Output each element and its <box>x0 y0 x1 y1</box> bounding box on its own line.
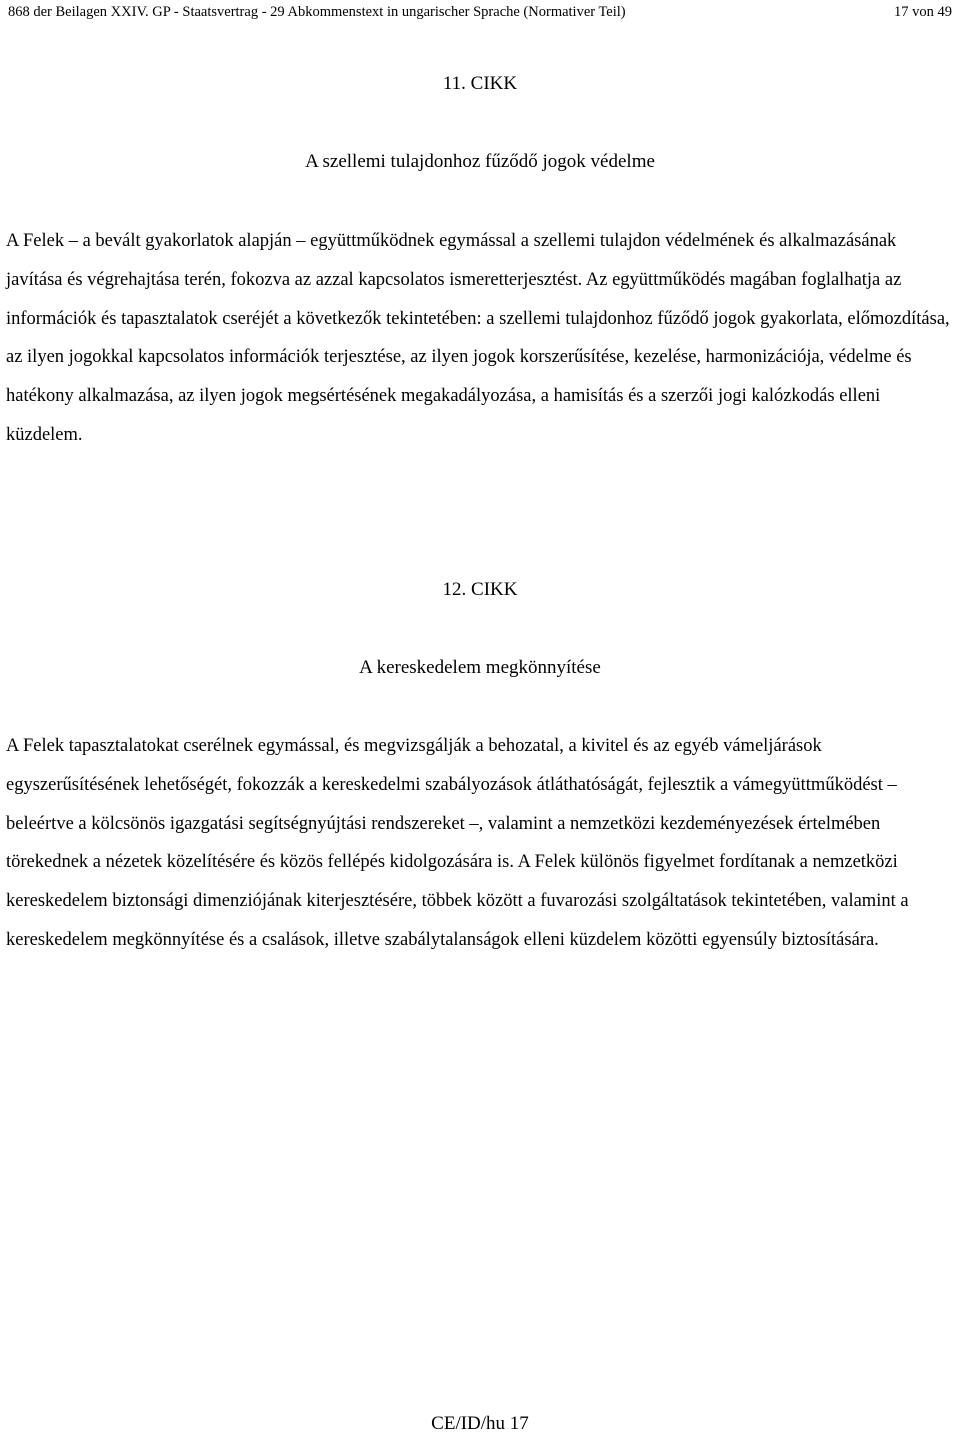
page-header <box>8 0 952 24</box>
header-page-indicator: 17 von 49 <box>894 4 952 20</box>
article-11-number: 11. CIKK <box>442 73 518 94</box>
article-11-body: A Felek – a bevált gyakorlatok alapján – együttműködnek egymással a szellemi tulajdon védelmének és alkalmazásának javítása és végrehajtása terén, fokozva az azzal kapcsolatos ismeretterjesztést. Az együttműködés magában foglalhatja az információk és tapasztalatok cseréjét a következők tekintetében: a szellemi tulajdonhoz fűződő jogok gyakorlata, előmozdítása, az ilyen jogokkal kapcsolatos információk terjesztése, az ilyen jogok korszerűsítése, kezelése, harmonizációja, védelme és hatékony alkalmazása, az ilyen jogok megsértésének megakadályozása, a hamisítás és a szerzői jogi kalózkodás elleni küzdelem. <box>6 231 950 445</box>
header-document-title: 868 der Beilagen XXIV. GP - Staatsvertrag - 29 Abkommenstext in ungarischer Sprache (Normativer Teil) <box>8 4 626 20</box>
article-12-body: A Felek tapasztalatokat cserélnek egymással, és megvizsgálják a behozatal, a kivitel és az egyéb vámeljárások egyszerűsítésének lehetőségét, fokozzák a kereskedelmi szabályozások átláthatóságát, fejlesztik a vámegyüttműködést – beleértve a kölcsönös igazgatási segítségnyújtási rendszereket –, valamint a nemzetközi kezdeményezések értelmében törekednek a nézetek közelítésére és közös fellépés kidolgozására is. A Felek különös figyelmet fordítanak a nemzetközi kereskedelem biztonsági dimenziójának kiterjesztésére, többek között a fuvarozási szolgáltatások tekintetében, valamint a kereskedelem megkönnyítése és a csalások, illetve szabálytalanságok elleni küzdelem közötti egyensúly biztosítására. <box>6 736 909 950</box>
page-footer-reference: CE/ID/hu 17 <box>431 1413 529 1434</box>
article-12-number: 12. CIKK <box>442 579 518 600</box>
article-11-title: A szellemi tulajdonhoz fűződő jogok védelme <box>305 151 655 172</box>
article-12-title: A kereskedelem megkönnyítése <box>359 657 601 678</box>
